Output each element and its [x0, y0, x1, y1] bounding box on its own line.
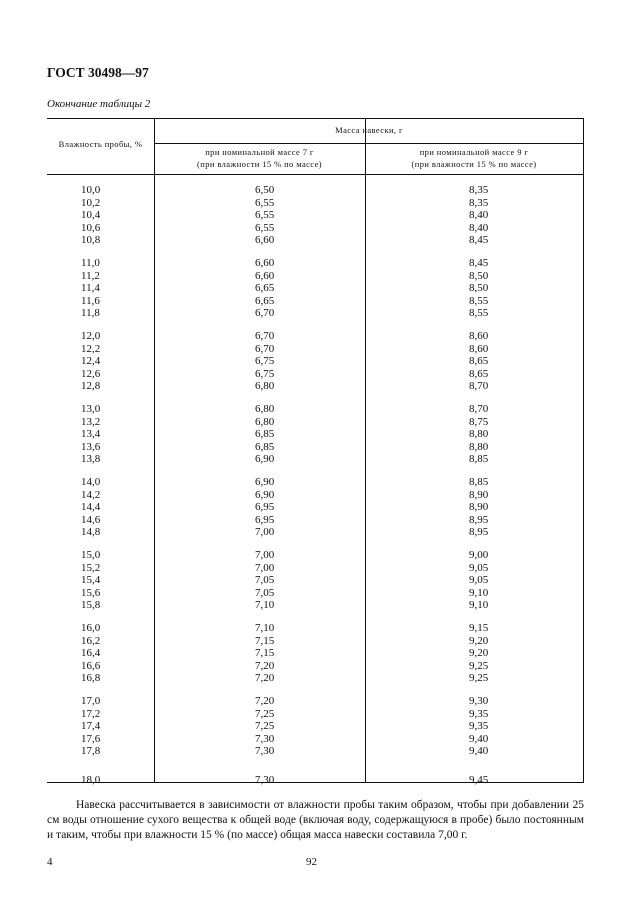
moisture-cell: 10,8	[81, 234, 101, 246]
mass-9g-cell: 9,40	[469, 745, 489, 757]
mass-7g-cell: 6,65	[255, 294, 275, 307]
mass-7g-cell: 6,85	[255, 428, 275, 440]
mass-7g-cell: 6,95	[255, 501, 275, 513]
mass-9g-cell: 9,05	[469, 561, 489, 574]
moisture-cell: 10,4	[81, 209, 101, 221]
column-header-moisture: Влажность пробы, %	[58, 139, 143, 149]
mass-7g-cell: 6,95	[255, 513, 275, 526]
mass-7g-cell: 6,70	[255, 330, 275, 342]
mass-7g-cell: 7,30	[255, 745, 275, 757]
moisture-cell: 14,6	[81, 513, 101, 526]
table-row	[47, 233, 584, 247]
mass-9g-cell: 8,65	[469, 367, 489, 380]
mass-9g-cell: 8,55	[469, 294, 489, 307]
mass-9g-cell: 9,20	[469, 647, 489, 659]
mass-9g-cell: 8,95	[469, 513, 489, 526]
mass-7g-cell: 6,55	[255, 196, 275, 209]
mass-9g-cell: 8,85	[469, 476, 489, 488]
moisture-cell: 16,0	[81, 622, 101, 634]
mass-7g-cell: 7,05	[255, 586, 275, 599]
moisture-cell: 11,0	[81, 257, 100, 269]
mass-9g-cell: 8,45	[469, 257, 489, 269]
mass-7g-cell: 6,60	[255, 234, 275, 246]
moisture-cell: 12,0	[81, 330, 101, 342]
mass-9g-cell: 8,90	[469, 501, 489, 513]
mass-9g-cell: 8,90	[469, 488, 489, 501]
column-header-7g-line1: при номинальной массе 7 г	[205, 147, 314, 157]
moisture-cell: 18,0	[81, 774, 101, 786]
mass-9g-cell: 9,25	[469, 672, 489, 684]
mass-7g-cell: 7,30	[255, 732, 275, 745]
mass-9g-cell: 8,40	[469, 209, 489, 221]
mass-9g-cell: 8,40	[469, 221, 489, 234]
table-row	[47, 379, 584, 393]
mass-7g-cell: 6,60	[255, 257, 275, 269]
moisture-cell: 11,8	[81, 307, 100, 319]
mass-7g-cell: 6,90	[255, 453, 275, 465]
mass-9g-cell: 8,50	[469, 269, 489, 282]
page-number-center: 92	[306, 856, 317, 868]
column-header-7g-line2: (при влажности 15 % по массе)	[197, 159, 322, 169]
mass-9g-cell: 8,70	[469, 403, 489, 415]
table-row	[47, 306, 584, 320]
mass-9g-cell: 9,05	[469, 574, 489, 586]
mass-9g-cell: 9,20	[469, 634, 489, 647]
moisture-cell: 15,6	[81, 586, 101, 599]
column-header-9g	[365, 146, 583, 170]
footnote-paragraph: Навеска рассчитывается в зависимости от влажности пробы таким образом, чтобы при добавлении 25 см воды отношение сухого вещества к общей воде (включая воду, содержащуюся в пробе) было постоянным и таким, чтобы при влажности 15 % (по массе) общая масса навески составила 7,00 г.	[47, 799, 584, 841]
moisture-cell: 15,4	[81, 574, 101, 586]
moisture-cell: 16,2	[81, 634, 101, 647]
mass-7g-cell: 6,55	[255, 209, 275, 221]
mass-9g-cell: 8,80	[469, 440, 489, 453]
moisture-cell: 14,8	[81, 526, 101, 538]
column-header-7g	[154, 146, 365, 170]
moisture-cell: 11,2	[81, 269, 100, 282]
moisture-cell: 15,2	[81, 561, 101, 574]
moisture-cell: 17,4	[81, 720, 101, 732]
mass-7g-cell: 6,80	[255, 380, 275, 392]
mass-7g-cell: 6,70	[255, 342, 275, 355]
moisture-cell: 14,0	[81, 476, 101, 488]
table-row	[47, 525, 584, 539]
table-hline	[47, 174, 584, 175]
moisture-cell: 10,2	[81, 196, 101, 209]
mass-7g-cell: 6,80	[255, 415, 275, 428]
moisture-cell: 12,4	[81, 355, 101, 367]
mass-7g-cell: 7,00	[255, 526, 275, 538]
mass-7g-cell: 6,65	[255, 282, 275, 294]
moisture-cell: 14,4	[81, 501, 101, 513]
moisture-cell: 17,0	[81, 695, 101, 707]
mass-9g-cell: 9,10	[469, 586, 489, 599]
mass-7g-cell: 6,90	[255, 476, 275, 488]
mass-9g-cell: 8,65	[469, 355, 489, 367]
moisture-cell: 12,2	[81, 342, 101, 355]
moisture-cell: 13,6	[81, 440, 101, 453]
table-row	[47, 452, 584, 466]
mass-7g-cell: 7,25	[255, 707, 275, 720]
mass-7g-cell: 6,75	[255, 367, 275, 380]
mass-7g-cell: 7,10	[255, 599, 275, 611]
mass-9g-cell: 8,35	[469, 184, 489, 196]
moisture-cell: 10,0	[81, 184, 101, 196]
table-row	[47, 598, 584, 612]
moisture-cell: 10,6	[81, 221, 101, 234]
mass-7g-cell: 7,10	[255, 622, 275, 634]
mass-9g-cell: 9,40	[469, 732, 489, 745]
mass-7g-cell: 7,15	[255, 647, 275, 659]
group-header-mass: Масса навески, г	[335, 125, 403, 135]
moisture-cell: 16,4	[81, 647, 101, 659]
mass-9g-cell: 9,25	[469, 659, 489, 672]
mass-7g-cell: 6,55	[255, 221, 275, 234]
moisture-cell: 16,8	[81, 672, 101, 684]
moisture-cell: 13,0	[81, 403, 101, 415]
mass-9g-cell: 8,85	[469, 453, 489, 465]
moisture-cell: 11,4	[81, 282, 100, 294]
table-row	[47, 671, 584, 685]
mass-7g-cell: 7,20	[255, 695, 275, 707]
moisture-cell: 12,6	[81, 367, 101, 380]
moisture-cell: 15,8	[81, 599, 101, 611]
moisture-cell: 12,8	[81, 380, 101, 392]
moisture-cell: 13,2	[81, 415, 101, 428]
mass-9g-cell: 9,35	[469, 707, 489, 720]
mass-7g-cell: 7,20	[255, 659, 275, 672]
moisture-table	[47, 118, 584, 786]
moisture-cell: 13,8	[81, 453, 101, 465]
mass-9g-cell: 8,45	[469, 234, 489, 246]
mass-7g-cell: 6,90	[255, 488, 275, 501]
column-header-9g-line1: при номинальной массе 9 г	[419, 147, 529, 157]
moisture-cell: 13,4	[81, 428, 101, 440]
document-title: ГОСТ 30498—97	[47, 65, 149, 80]
table-caption: Окончание таблицы 2	[47, 98, 151, 110]
mass-9g-cell: 9,10	[469, 599, 489, 611]
mass-9g-cell: 8,75	[469, 415, 489, 428]
mass-9g-cell: 9,15	[469, 622, 489, 634]
moisture-cell: 11,6	[81, 294, 100, 307]
mass-7g-cell: 7,30	[255, 774, 275, 786]
mass-9g-cell: 8,60	[469, 342, 489, 355]
mass-7g-cell: 6,85	[255, 440, 275, 453]
mass-9g-cell: 9,30	[469, 695, 489, 707]
column-header-9g-line2: (при влажности 15 % по массе)	[411, 159, 537, 169]
moisture-cell: 17,8	[81, 745, 101, 757]
moisture-cell: 14,2	[81, 488, 101, 501]
mass-9g-cell: 8,50	[469, 282, 489, 294]
mass-7g-cell: 7,00	[255, 561, 275, 574]
mass-7g-cell: 6,75	[255, 355, 275, 367]
mass-7g-cell: 6,80	[255, 403, 275, 415]
mass-7g-cell: 7,05	[255, 574, 275, 586]
moisture-cell: 17,6	[81, 732, 101, 745]
mass-7g-cell: 7,20	[255, 672, 275, 684]
mass-9g-cell: 8,70	[469, 380, 489, 392]
mass-9g-cell: 9,35	[469, 720, 489, 732]
moisture-cell: 16,6	[81, 659, 101, 672]
table-row	[47, 744, 584, 758]
mass-7g-cell: 6,50	[255, 184, 275, 196]
moisture-cell: 17,2	[81, 707, 101, 720]
mass-9g-cell: 9,45	[469, 774, 489, 786]
mass-7g-cell: 6,70	[255, 307, 275, 319]
page-number-left: 4	[47, 856, 53, 868]
mass-9g-cell: 8,80	[469, 428, 489, 440]
mass-7g-cell: 7,25	[255, 720, 275, 732]
moisture-cell: 15,0	[81, 549, 101, 561]
mass-9g-cell: 9,00	[469, 549, 489, 561]
table-row	[47, 773, 584, 787]
mass-9g-cell: 8,95	[469, 526, 489, 538]
mass-7g-cell: 7,00	[255, 549, 275, 561]
mass-9g-cell: 8,60	[469, 330, 489, 342]
mass-7g-cell: 7,15	[255, 634, 275, 647]
mass-9g-cell: 8,55	[469, 307, 489, 319]
table-hline	[154, 143, 584, 144]
mass-7g-cell: 6,60	[255, 269, 275, 282]
mass-9g-cell: 8,35	[469, 196, 489, 209]
